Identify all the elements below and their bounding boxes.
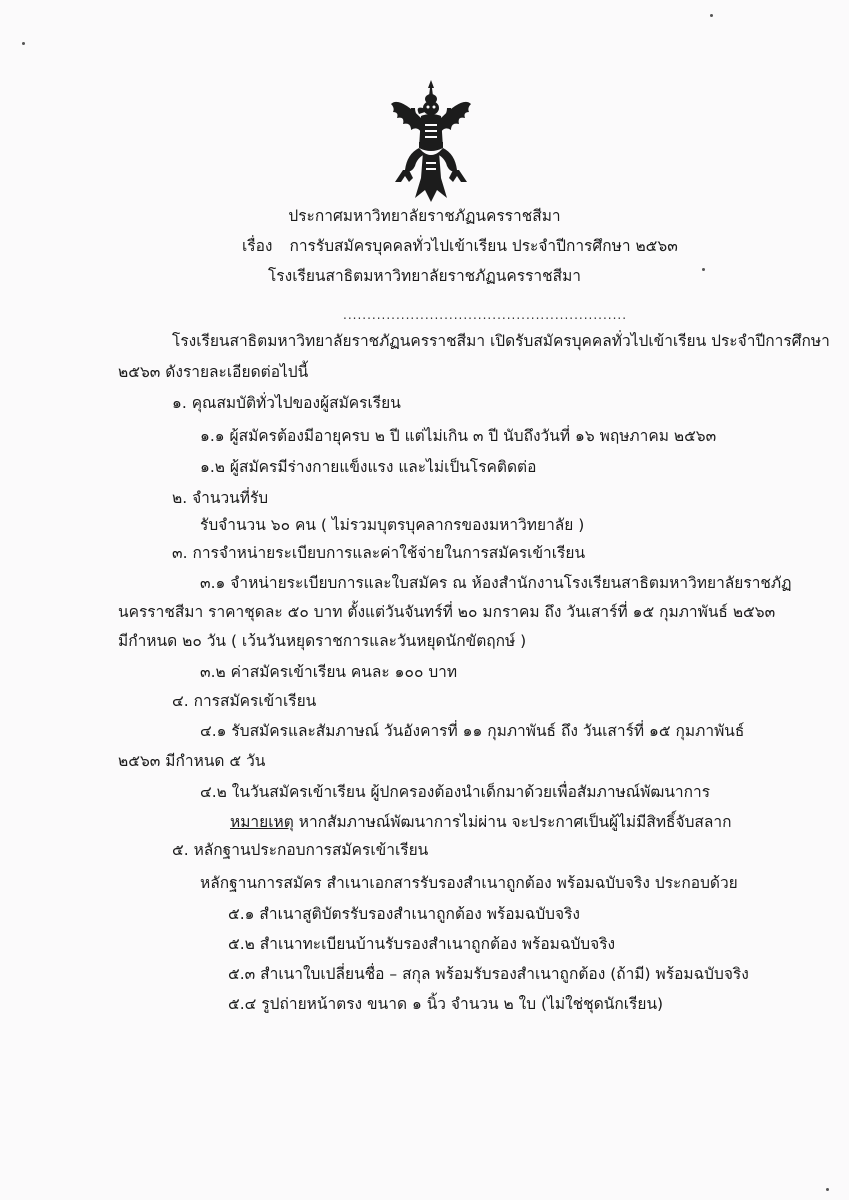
intro-line-1: โรงเรียนสาธิตมหาวิทยาลัยราชภัฏนครราชสีมา เปิดรับสมัครบุคคลทั่วไปเข้าเรียน ประจำปีการศึกษา — [172, 332, 830, 350]
section-1-item-1: ๑.๑ ผู้สมัครต้องมีอายุครบ ๒ ปี แต่ไม่เกิน ๓ ปี นับถึงวันที่ ๑๖ พฤษภาคม ๒๕๖๓ — [200, 427, 717, 445]
announcement-title: ประกาศมหาวิทยาลัยราชภัฏนครราชสีมา — [288, 207, 561, 225]
section-5-item-2: ๕.๒ สำเนาทะเบียนบ้านรับรองสำเนาถูกต้อง พร้อมฉบับจริง — [228, 935, 616, 953]
scan-speck — [702, 268, 705, 271]
section-3-item-1-line-2: นครราชสีมา ราคาชุดละ ๕๐ บาท ตั้งแต่วันจันทร์ที่ ๒๐ มกราคม ถึง วันเสาร์ที่ ๑๕ กุมภาพันธ์ ๒๕๖๓ — [118, 603, 776, 621]
section-4-item-1-line-1: ๔.๑ รับสมัครและสัมภาษณ์ วันอังคารที่ ๑๑ กุมภาพันธ์ ถึง วันเสาร์ที่ ๑๕ กุมภาพันธ์ — [200, 722, 745, 740]
note-text: หากสัมภาษณ์พัฒนาการไม่ผ่าน จะประกาศเป็นผู้ไม่มีสิทธิ์จับสลาก — [293, 813, 732, 831]
separator-dots: ........................................................... — [343, 308, 628, 322]
subject-line — [242, 236, 678, 256]
subject-text: การรับสมัครบุคคลทั่วไปเข้าเรียน ประจำปีการศึกษา ๒๕๖๓ — [289, 237, 678, 255]
section-5-heading: ๕. หลักฐานประกอบการสมัครเข้าเรียน — [172, 841, 429, 859]
section-5-item-4: ๕.๔ รูปถ่ายหน้าตรง ขนาด ๑ นิ้ว จำนวน ๒ ใบ (ไม่ใช่ชุดนักเรียน) — [228, 995, 664, 1013]
section-5-body: หลักฐานการสมัคร สำเนาเอกสารรับรองสำเนาถูกต้อง พร้อมฉบับจริง ประกอบด้วย — [200, 874, 738, 892]
section-1-item-2: ๑.๒ ผู้สมัครมีร่างกายแข็งแรง และไม่เป็นโรคติดต่อ — [200, 458, 537, 476]
note-label: หมายเหตุ — [230, 813, 294, 831]
section-4-heading: ๔. การสมัครเข้าเรียน — [172, 692, 317, 710]
section-3-item-1-line-1: ๓.๑ จำหน่ายระเบียบการและใบสมัคร ณ ห้องสำนักงานโรงเรียนสาธิตมหาวิทยาลัยราชภัฏ — [200, 574, 792, 592]
intro-line-2: ๒๕๖๓ ดังรายละเอียดต่อไปนี้ — [118, 363, 309, 381]
scan-speck — [826, 1188, 829, 1191]
section-4-note — [230, 812, 731, 832]
section-3-heading: ๓. การจำหน่ายระเบียบการและค่าใช้จ่ายในการสมัครเข้าเรียน — [172, 544, 586, 562]
school-name: โรงเรียนสาธิตมหาวิทยาลัยราชภัฏนครราชสีมา — [267, 267, 582, 285]
section-3-item-1-line-3: มีกำหนด ๒๐ วัน ( เว้นวันหยุดราชการและวันหยุดนักขัตฤกษ์ ) — [118, 632, 527, 650]
section-2-heading: ๒. จำนวนที่รับ — [172, 489, 269, 507]
section-1-heading: ๑. คุณสมบัติทั่วไปของผู้สมัครเรียน — [172, 394, 401, 412]
section-4-item-1-line-2: ๒๕๖๓ มีกำหนด ๕ วัน — [118, 752, 266, 770]
subject-label: เรื่อง — [242, 237, 273, 255]
garuda-emblem-icon — [385, 78, 477, 204]
section-3-item-2: ๓.๒ ค่าสมัครเข้าเรียน คนละ ๑๐๐ บาท — [200, 663, 458, 681]
scan-speck — [22, 42, 25, 45]
section-2-body: รับจำนวน ๖๐ คน ( ไม่รวมบุตรบุคลากรของมหาวิทยาลัย ) — [200, 516, 585, 534]
section-5-item-3: ๕.๓ สำเนาใบเปลี่ยนชื่อ – สกุล พร้อมรับรองสำเนาถูกต้อง (ถ้ามี) พร้อมฉบับจริง — [228, 965, 749, 983]
section-5-item-1: ๕.๑ สำเนาสูติบัตรรับรองสำเนาถูกต้อง พร้อมฉบับจริง — [228, 905, 580, 923]
scan-speck — [710, 14, 713, 17]
section-4-item-2: ๔.๒ ในวันสมัครเข้าเรียน ผู้ปกครองต้องนำเด็กมาด้วยเพื่อสัมภาษณ์พัฒนาการ — [200, 783, 711, 801]
